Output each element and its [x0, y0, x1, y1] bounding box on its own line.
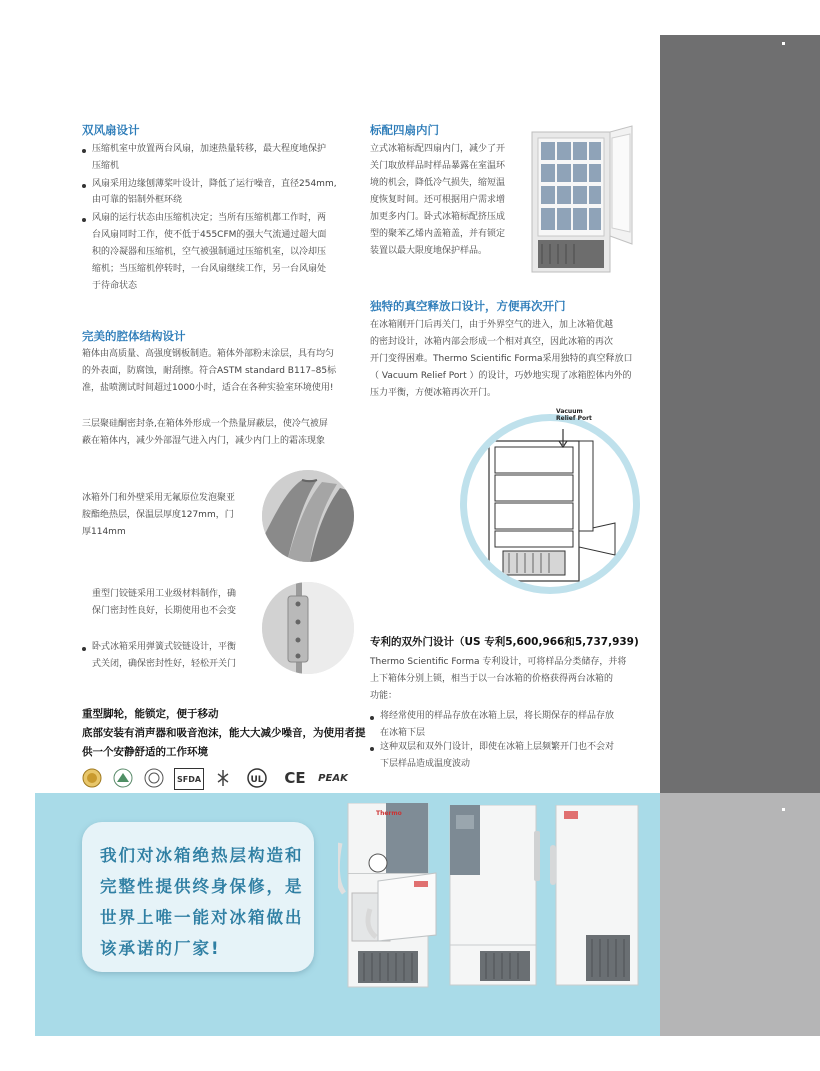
fan-bullet-3-line-5: 于待命状态	[92, 281, 138, 291]
bullet-dot	[82, 218, 86, 222]
vacuum-line-3: 开门变得困难。Thermo Scientific Forma采用独特的真空释放口	[370, 354, 633, 364]
sfda-logo: SFDA	[174, 768, 204, 790]
inner-doors-line-2: 关门取放样品时样品暴露在室温环	[370, 161, 506, 171]
patent-bullet-2-line-1: 这种双层和双外门设计，即使在冰箱上层频繁开门也不会对	[380, 742, 615, 752]
patent-bullet-1-line-2: 在冰箱下层	[380, 728, 426, 738]
spring-line-1: 卧式冰箱采用弹簧式铰链设计，平衡	[92, 642, 237, 652]
insulation-line-2: 胺酯绝热层，保温层厚度127mm，门	[82, 510, 234, 520]
brand-logo: Thermo	[376, 810, 402, 817]
freezer-closed-photo	[446, 805, 542, 989]
vacuum-line-1: 在冰箱刚开门后再关门，由于外界空气的进入，加上冰箱优越	[370, 320, 614, 330]
freezer-open-door-photo	[338, 803, 442, 991]
bullet-dot	[82, 184, 86, 188]
hinge-line-2: 保门密封性良好，长期使用也不会变	[92, 606, 237, 616]
patent-line-3: 功能：	[370, 691, 398, 701]
patent-title: 专利的双外门设计（US 专利5,600,966和5,737,939)	[370, 636, 639, 648]
inner-doors-line-7: 装置以最大限度地保护样品。	[370, 246, 488, 256]
sidebar-dark	[660, 35, 820, 793]
insulation-line-1: 冰箱外门和外壁采用无氟原位发泡聚亚	[82, 493, 236, 503]
spring-line-2: 式关闭，确保密封性好，轻松开关门	[92, 659, 237, 669]
vacuum-line-4: （ Vacuum Relief Port ）的设计，巧妙地实现了冰箱腔体内外的	[370, 371, 632, 381]
warranty-line-3: 世界上唯一能对冰箱做出	[100, 908, 304, 927]
cabinet-para2-line-1: 三层聚硅酮密封条,在箱体外形成一个热量屏蔽层，使冷气被屏	[82, 419, 328, 429]
caduceus-icon	[212, 768, 234, 788]
vacuum-port-diagram	[460, 414, 640, 594]
vacuum-port-label-line-2: Relief Port	[556, 415, 592, 422]
hinge-line-1: 重型门铰链采用工业级材料制作，确	[92, 589, 237, 599]
ce-mark: CE	[284, 769, 306, 787]
cabinet-para1-line-1: 箱体由高质量、高强度钢板制造。箱体外部粉末涂层，具有均匀	[82, 349, 335, 359]
inner-doors-line-6: 型的聚苯乙烯内盖箱盖，并有锁定	[370, 229, 506, 239]
quality-seal-icon	[82, 768, 102, 788]
warranty-line-2: 完整性提供终身保修，是	[100, 877, 304, 896]
warranty-line-1: 我们对冰箱绝热层构造和	[100, 846, 304, 865]
door-hinge-photo	[262, 582, 354, 674]
sidebar-light	[660, 793, 820, 1036]
fan-bullet-1-line-1: 压缩机室中放置两台风扇，加速热量转移，最大程度地保护	[92, 144, 327, 154]
cabinet-title: 完美的腔体结构设计	[82, 329, 186, 343]
inner-doors-line-3: 境的机会，降低冷气损失，缩短温	[370, 178, 506, 188]
cabinet-para1-line-3: 准，盐喷测试时间超过1000小时，适合在各种实验室环境使用!	[82, 383, 334, 393]
vacuum-port-label-line-1: Vacuum	[556, 408, 583, 415]
fan-bullet-3-line-3: 积的冷凝器和压缩机，空气被强制通过压缩机室，以冷却压	[92, 247, 327, 257]
ul-listed-icon	[245, 768, 269, 788]
corner-mark	[782, 808, 785, 811]
fan-bullet-3-line-4: 缩机；当压缩机停转时，一台风扇继续工作，另一台风扇处	[92, 264, 327, 274]
certification-seal-icon	[144, 768, 164, 788]
insulation-line-3: 厚114mm	[82, 527, 126, 537]
warranty-line-4: 该承诺的厂家!	[100, 939, 221, 958]
cabinet-para2-line-2: 蔽在箱体内，减少外部湿气进入内门，减少内门上的霜冻现象	[82, 436, 326, 446]
cabinet-para1-line-2: 的外表面，防腐蚀，耐刮擦。符合ASTM standard B117–85标	[82, 366, 337, 376]
vacuum-line-5: 压力平衡，方便冰箱再次开门。	[370, 388, 497, 398]
open-freezer-photo	[528, 124, 640, 276]
freezer-side-photo	[548, 805, 640, 989]
warranty-callout	[82, 822, 314, 972]
fan-title: 双风扇设计	[82, 123, 140, 137]
inner-doors-line-1: 立式冰箱标配四扇内门，减少了开	[370, 144, 506, 154]
vacuum-port-label	[556, 408, 592, 422]
fan-bullet-2-line-1: 风扇采用边缘刨薄桨叶设计，降低了运行噪音，直径254mm,	[92, 179, 337, 189]
patent-line-1: Thermo Scientific Forma 专利设计，可将样品分类储存，并将	[370, 657, 627, 667]
patent-line-2: 上下箱体分别上锁，相当于以一台冰箱的价格获得两台冰箱的	[370, 674, 614, 684]
corner-mark	[782, 42, 785, 45]
casters-line-2: 底部安装有消声器和吸音泡沫，能大大减少噪音，为使用者提	[82, 727, 366, 739]
peak-logo: PEAK	[318, 772, 348, 784]
inner-doors-line-4: 度恢复时间。还可根据用户需求增	[370, 195, 506, 205]
bullet-dot	[82, 149, 86, 153]
vacuum-line-2: 的密封设计，冰箱内部会形成一个相对真空，因此冰箱的再次	[370, 337, 614, 347]
bullet-dot	[370, 716, 374, 720]
fan-bullet-3-line-1: 风扇的运行状态由压缩机决定；当所有压缩机都工作时，两	[92, 213, 327, 223]
fan-bullet-3-line-2: 台风扇同时工作，使不低于455CFM的强大气流通过超大面	[92, 230, 327, 240]
fan-bullet-1-line-2: 压缩机	[92, 161, 120, 171]
vacuum-title: 独特的真空释放口设计，方便再次开门	[370, 299, 566, 313]
bullet-dot	[82, 647, 86, 651]
casters-line-1: 重型脚轮，能锁定，便于移动	[82, 708, 219, 720]
insulation-foam-photo	[262, 470, 354, 562]
inner-doors-title: 标配四扇内门	[370, 123, 439, 137]
fan-bullet-2-line-2: 由可靠的铝制外框环绕	[92, 195, 183, 205]
patent-bullet-1-line-1: 将经常使用的样品存放在冰箱上层，将长期保存的样品存放	[380, 711, 615, 721]
svg-text:UL: UL	[250, 775, 264, 785]
patent-bullet-2-line-2: 下层样品造成温度波动	[380, 759, 471, 769]
bullet-dot	[370, 747, 374, 751]
casters-line-3: 供一个安静舒适的工作环境	[82, 746, 208, 758]
inner-doors-line-5: 加更多内门。卧式冰箱标配挤压成	[370, 212, 506, 222]
environment-seal-icon	[113, 768, 133, 788]
